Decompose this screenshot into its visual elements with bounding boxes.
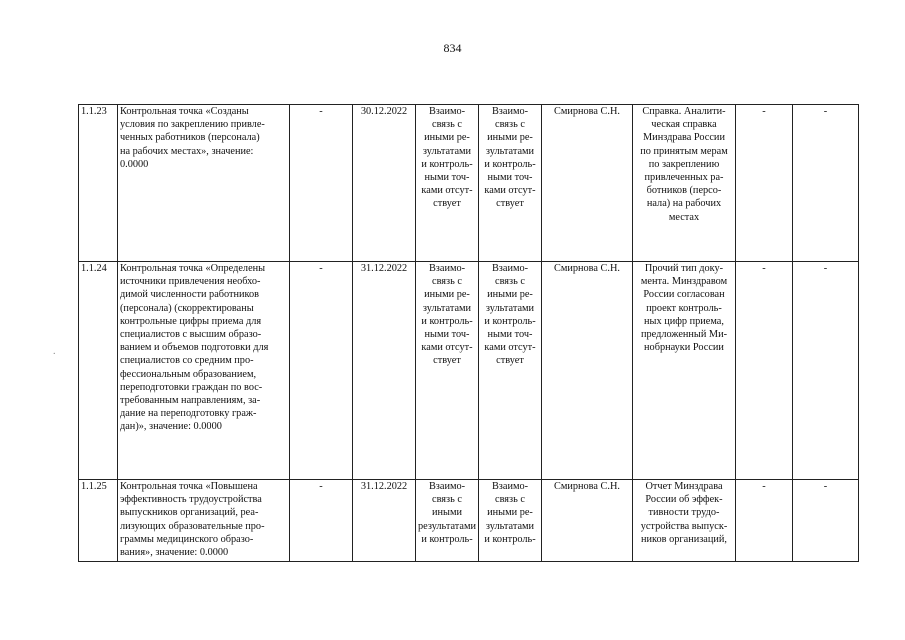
row-date: 31.12.2022 — [353, 262, 416, 480]
row-relation-prev: Взаимо- связь с иными результатами и контроль- — [416, 480, 479, 562]
control-points-table — [78, 104, 859, 562]
row-relation-next: Взаимо- связь с иными ре- зультатами и контроль- — [479, 480, 542, 562]
row-description: Контрольная точка «Созданы условия по закреплению привле- ченных работников (персонала) на рабочих местах», значение: 0.0000 — [118, 105, 290, 262]
row-document: Справка. Аналити- ческая справка Минздрава России по принятым мерам по закреплению привлеченных ра- ботников (персо- нала) на рабочих местах — [633, 105, 736, 262]
row-date: 31.12.2022 — [353, 480, 416, 562]
row-document: Прочий тип доку- мента. Минздравом России согласован проект контроль- ных цифр приема, предложенный Ми- нобрнауки России — [633, 262, 736, 480]
table-row — [79, 105, 859, 262]
row-prev-cell: - — [290, 262, 353, 480]
row-responsible: Смирнова С.Н. — [542, 105, 633, 262]
row-relation-prev: Взаимо- связь с иными ре- зультатами и контроль- ными точ- ками отсут- ствует — [416, 105, 479, 262]
row-responsible: Смирнова С.Н. — [542, 262, 633, 480]
row-description: Контрольная точка «Повышена эффективность трудоустройства выпускников организаций, реа- лизующих образовательные про- граммы медицинского образо- вания», значение: 0.0000 — [118, 480, 290, 562]
row-col9: - — [736, 480, 793, 562]
scan-mark: . — [53, 346, 56, 357]
row-responsible: Смирнова С.Н. — [542, 480, 633, 562]
row-col10: - — [793, 480, 859, 562]
row-prev-cell: - — [290, 480, 353, 562]
row-number: 1.1.23 — [79, 105, 118, 262]
row-description: Контрольная точка «Определены источники привлечения необхо- димой численности работников (персонала) (скорректированы контрольные цифры приема для специалистов с высшим образо- ванием и объемов подготовки для специалистов со средним про- фессиональным образованием, переподготовки граждан по вос- требованным направлениям, за- дание на переподготовку граж- дан)», значение: 0.0000 — [118, 262, 290, 480]
page-number: 834 — [443, 41, 462, 55]
row-col9: - — [736, 105, 793, 262]
row-col9: - — [736, 262, 793, 480]
table-row — [79, 480, 859, 562]
row-date: 30.12.2022 — [353, 105, 416, 262]
row-col10: - — [793, 105, 859, 262]
table-row — [79, 262, 859, 480]
row-relation-prev: Взаимо- связь с иными ре- зультатами и контроль- ными точ- ками отсут- ствует — [416, 262, 479, 480]
row-prev-cell: - — [290, 105, 353, 262]
row-col10: - — [793, 262, 859, 480]
row-relation-next: Взаимо- связь с иными ре- зультатами и контроль- ными точ- ками отсут- ствует — [479, 262, 542, 480]
row-relation-next: Взаимо- связь с иными ре- зультатами и контроль- ными точ- ками отсут- ствует — [479, 105, 542, 262]
row-number: 1.1.24 — [79, 262, 118, 480]
row-document: Отчет Минздрава России об эффек- тивности трудо- устройства выпуск- ников организаций, — [633, 480, 736, 562]
row-number: 1.1.25 — [79, 480, 118, 562]
